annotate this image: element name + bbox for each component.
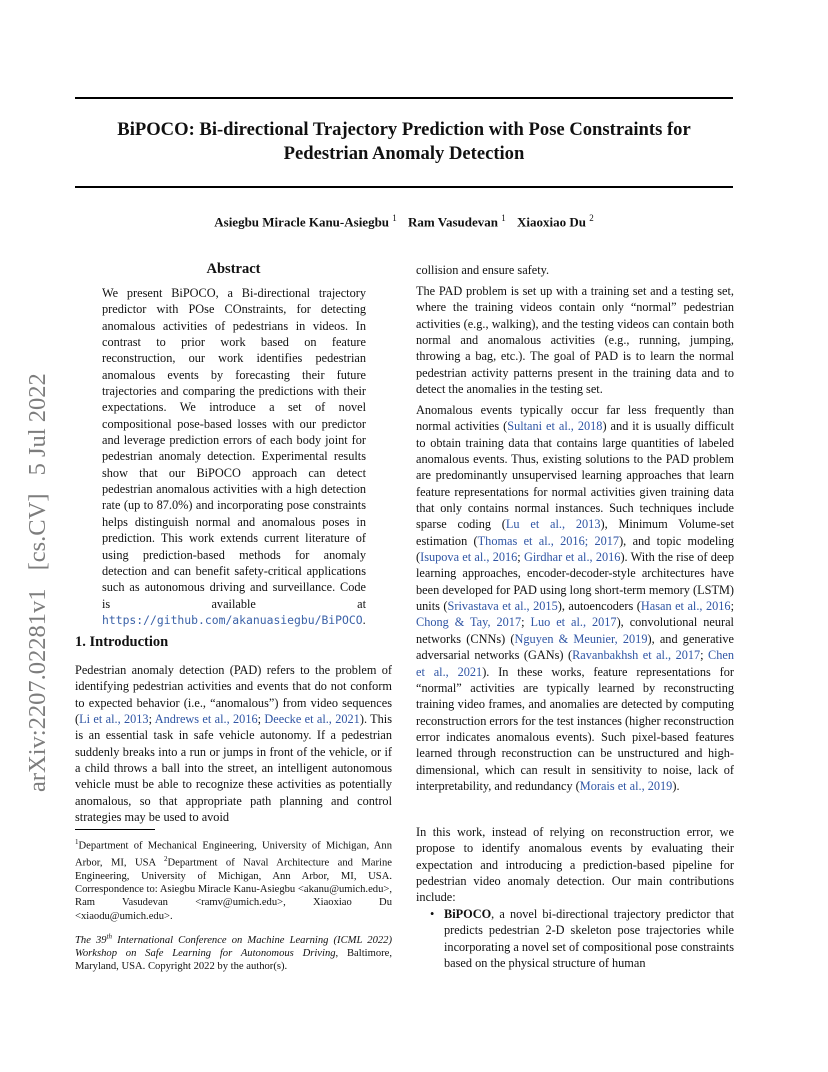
right-paragraph-3: In this work, instead of relying on reconstruction error, we propose to identify anomalous events by evaluating their expectation and introducing a prediction-based pipeline for pedestrian video anomaly detection. Our main contributions include: (416, 825, 734, 905)
author-affiliation: 1 (501, 213, 506, 223)
title-rule-bottom (75, 186, 733, 188)
conference-note (75, 930, 392, 973)
para-text: ) and it is usually difficult to obtain training data that contains large quantities of labeled anomalous events. Thus, existing solutions to the PAD problem are predominantly unsupervised learning approaches that learn feature representations for normal activities given training data that only contains normal instances. Such techniques include sparse coding ( (416, 419, 735, 532)
footnote-text: Department of Mechanical Engineering, University of Michigan, Ann Arbor, MI, USA (75, 840, 392, 869)
para-text: ), autoencoders ( (557, 599, 641, 614)
arxiv-side-label (25, 272, 51, 792)
citation-link[interactable]: Srivastava et al., 2015 (447, 599, 558, 614)
para-text: ). With the rise of deep learning approaches, encoder-decoder-style architectures have been developed for PAD using long short-term memory (LSTM) units ( (416, 550, 734, 614)
section-heading-introduction: 1. Introduction (75, 634, 169, 650)
citation-link[interactable]: Chen et al., 2021 (416, 648, 735, 679)
abstract-heading: Abstract (206, 261, 261, 277)
conf-text: , Baltimore, Maryland, USA. Copyright 2022 by the author(s). (75, 947, 393, 973)
para-text: ). In these works, feature representations for “normal” activities are typically learned by reconstructing training video frames, and anomalies are detected by computing reconstruction errors for the test instances (higher reconstruction error indicates anomalous events). Such pixel-based features learned through reconstruction can be unstructured and high-dimensional, which can result in sensitivity to noise, lack of interpretability, and redundancy ( (416, 664, 734, 793)
footnote-rule (75, 829, 155, 830)
para-text: ), and topic modeling ( (416, 533, 735, 565)
citation-link[interactable]: Isupova et al., 2016 (420, 550, 518, 565)
citation-link[interactable]: Deecke et al., 2021 (264, 712, 360, 727)
arxiv-category: [cs.CV] (24, 493, 51, 571)
para-text: ), and generative adversarial networks (GANs) ( (416, 631, 735, 663)
abstract-text (102, 285, 366, 628)
arxiv-id: arXiv:2207.02281v1 (24, 588, 51, 792)
right-paragraph-1: The PAD problem is set up with a training set and a testing set, where the training videos contain only “normal” pedestrian activities (e.g., walking), and the testing videos can contain both normal and anomalous activities (e.g., running, jumping, throwing a bag, etc.). The goal of PAD is to learn the normal pedestrian activity patterns present in the training data and to detect the anomalies in the testing set. (416, 284, 734, 397)
author-name: Xiaoxiao Du (517, 214, 586, 230)
author-name: Asiegbu Miracle Kanu-Asiegbu (214, 214, 390, 230)
introduction-paragraph: Pedestrian anomaly detection (PAD) refers to the problem of identifying pedestrian activities and events that do not conform to expected behavior (i.e., “anomalous”) from video sequences (Li et al., 2013; Andrews et al., 2016; Deecke et al., 2021). This is an essential task in safe vehicle autonomy. If a pedestrian suddenly breaks into a run or jumps in front of the vehicle, or if a child throws a ball into the street, an intelligent autonomous vehicle must be able to recognize these activities as potentially anomalous, so that appropriate path planning and control strategies may be used to avoid (75, 663, 393, 825)
title-line-2: Pedestrian Anomaly Detection (283, 143, 525, 164)
author-name: Ram Vasudevan (408, 214, 498, 230)
bullet-icon: • (430, 907, 435, 921)
citation-link[interactable]: Li et al., 2013 (79, 712, 149, 727)
conf-text: International Conference on Machine Learning (ICML 2022) Workshop on Safe Learning for Autonomous Driving (75, 934, 392, 959)
conf-text: The 39 (75, 934, 107, 946)
citation-link[interactable]: Lu et al., 2013 (505, 517, 601, 532)
citation-link[interactable]: Chong & Tay, 2017 (416, 615, 522, 630)
bullet-text (444, 906, 734, 971)
title-rule-top (75, 97, 733, 99)
para-text: ), Minimum Volume-set estimation ( (416, 517, 734, 548)
para-text: ), convolutional neural networks (CNNs) ( (416, 615, 734, 646)
author-affiliation: 1 (392, 213, 397, 223)
citation-link[interactable]: Nguyen & Meunier, 2019 (514, 631, 648, 646)
citation-link[interactable]: Andrews et al., 2016 (154, 712, 258, 727)
conf-sup: th (106, 932, 113, 940)
affiliation-footnote: $^1$Department of Mechanical Engineering, University of Michigan, Ann Arbor, MI, USA $^2$Department of Naval Architecture and Marine Engineering, University of Michigan, Ann Arbor, MI, USA. Correspondence to: Asiegbu Miracle Kanu-Asiegbu <akanu@umich.edu>, Ram Vasudevan <ramv@umich.edu>, Xiaoxiao Du <xiaodu@umich.edu>. (75, 838, 392, 922)
author-affiliation: 2 (589, 213, 594, 223)
citation-link[interactable]: Luo et al., 2017 (530, 615, 617, 630)
arxiv-date: 5 Jul 2022 (24, 373, 51, 476)
right-paragraph-0: collision and ensure safety. (416, 263, 550, 277)
citation-link[interactable]: Thomas et al., 2016; 2017 (477, 533, 620, 548)
citation-link[interactable]: Hasan et al., 2016 (640, 599, 731, 614)
abstract-end: . (362, 612, 366, 627)
citation-link[interactable]: Ravanbakhsh et al., 2017 (572, 648, 701, 663)
title-line-1: BiPOCO: Bi-directional Trajectory Prediction with Pose Constraints for (117, 119, 691, 140)
para-text: Anomalous events typically occur far less frequently than normal activities ( (416, 403, 734, 434)
bullet-body: , a novel bi-directional trajectory predictor that predicts pedestrian 2-D skeleton pose trajectories while incorporating a novel set of compositional pose constraints based on the physical structure of human (444, 907, 734, 971)
citation-link[interactable]: Sultani et al., 2018 (507, 419, 603, 434)
intro-text: ). This is an essential task in safe vehicle autonomy. If a pedestrian suddenly breaks into a run or jumps in front of the vehicle, or if a child throws a ball into the street, an intelligent autonomous vehicle must be able to recognize these activities as potentially anomalous, so that appropriate path planning and control strategies may be used to avoid (75, 712, 393, 825)
citation-link[interactable]: Girdhar et al., 2016 (523, 550, 621, 565)
para-text: ). (672, 778, 680, 793)
code-link[interactable]: https://github.com/akanuasiegbu/BiPOCO (102, 612, 363, 627)
citation-link[interactable]: Morais et al., 2019 (579, 778, 673, 793)
paper-title (75, 118, 733, 166)
bullet-bold: BiPOCO (444, 907, 492, 921)
right-paragraph-2: Anomalous events typically occur far less frequently than normal activities (Sultani et al., 2018) and it is usually difficult to obtain training data that contains large quantities of labeled anomalous events. Thus, existing solutions to the PAD problem are predominantly unsupervised learning approaches that learn feature representations for normal activities given training data that only contains normal instances. Such techniques include sparse coding (Lu et al., 2013), Minimum Volume-set estimation (Thomas et al., 2016; 2017), and topic modeling (Isupova et al., 2016; Girdhar et al., 2016). With the rise of deep learning approaches, encoder-decoder-style architectures have been developed for PAD using long short-term memory (LSTM) units (Srivastava et al., 2015), autoencoders (Hasan et al., 2016; Chong & Tay, 2017; Luo et al., 2017), convolutional neural networks (CNNs) (Nguyen & Meunier, 2019), and generative adversarial networks (GANs) (Ravanbakhsh et al., 2017; Chen et al., 2021). In these works, feature representations for “normal” activities are typically learned by reconstructing training video frames, and anomalies are detected by computing reconstruction errors for the test instances (higher reconstruction error indicates anomalous events). Such pixel-based features learned through reconstruction can be unstructured and high-dimensional, which can result in sensitivity to noise, lack of interpretability, and redundancy (Morais et al., 2019). (416, 403, 735, 793)
abstract-body: We present BiPOCO, a Bi-directional trajectory predictor with POse COnstraints, for detecting anomalous activities of pedestrians in videos. In contrast to prior work based on feature reconstruction, our work identifies pedestrian anomalous events by forecasting their future trajectories and comparing the predictions with their expectations. We introduce a set of novel compositional pose-based losses with our predictor and leverage prediction errors of each body joint for pedestrian anomaly detection. Experimental results show that our BiPOCO approach can detect pedestrian anomalous activities with a high detection rate (up to 87.0%) and incorporating pose constraints helps distinguish normal and anomalous poses in prediction. This work extends current literature of using prediction-based methods for anomaly detection and can benefit safety-critical applications such as autonomous driving and surveillance. Code is available at (102, 286, 366, 611)
author-list (75, 213, 733, 230)
footnote-text: Department of Naval Architecture and Marine Engineering, University of Michigan, Ann Arbor, MI, USA. Correspondence to: Asiegbu Miracle Kanu-Asiegbu <akanu@umich.edu>, Ram Vasudevan <ramv@umich.edu>, Xiaoxiao Du <xiaodu@umich.edu>. (75, 857, 392, 922)
intro-text: Pedestrian anomaly detection (PAD) refers to the problem of identifying pedestrian activities and events that do not conform to expected behavior (i.e., “anomalous”) from video sequences ( (75, 663, 392, 727)
